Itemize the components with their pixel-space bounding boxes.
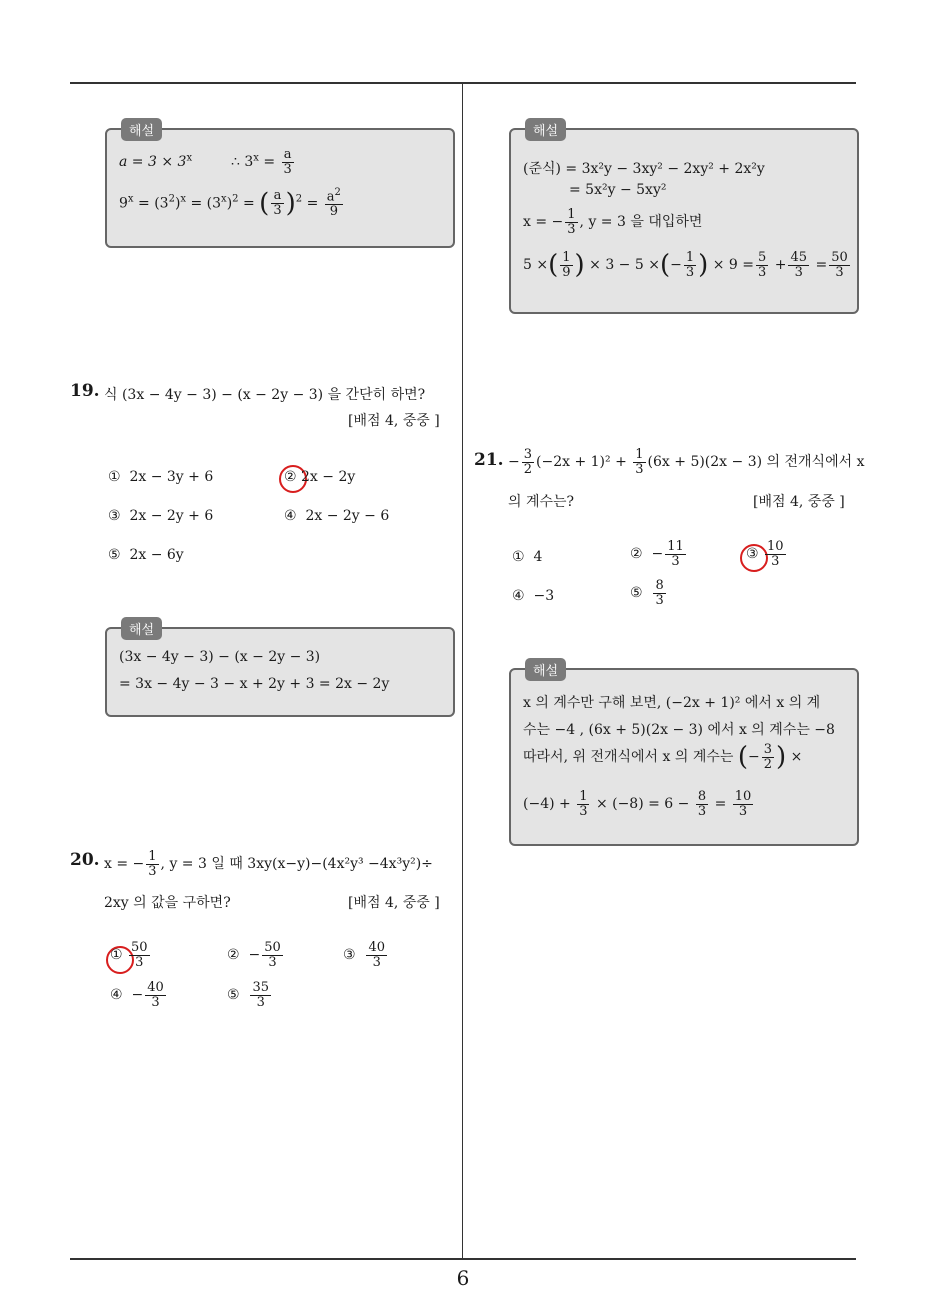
fraction: $\frac{a}{3}$: [283, 147, 292, 177]
option-21-1[interactable]: ① 4: [512, 549, 543, 565]
solution-line: 5 ×( $\frac{1}{9}$ ) × 3 − 5 ×(− $\frac{1}{3}$ ) × 9 = $\frac{5}{3}$ + $\frac{45}{3}$ = $\frac{50}{3}$: [523, 249, 848, 280]
solution-tag: 해설: [525, 118, 566, 141]
option-19-1[interactable]: ① 2x − 3y + 6: [108, 469, 214, 485]
solution-line: x = − $\frac{1}{3}$ , y = 3 을 대입하면: [523, 207, 703, 237]
option-20-5[interactable]: ⑤ $\frac{35}{3}$: [227, 980, 270, 1010]
question-meta-21: [배점 4, 중중 ]: [753, 494, 845, 510]
question-number-21: 21.: [474, 450, 504, 470]
solution-line: (준식) = 3x²y − 3xy² − 2xy² + 2x²y: [523, 161, 765, 177]
solution-line: (3x − 4y − 3) − (x − 2y − 3): [119, 649, 321, 665]
option-19-4[interactable]: ④ 2x − 2y − 6: [284, 508, 390, 524]
solution-box-19: [105, 623, 455, 717]
solution-line: 따라서, 위 전개식에서 x 의 계수는 (− $\frac{3}{2}$ ) ×: [523, 741, 803, 772]
question-number-19: 19.: [70, 381, 100, 401]
question-text-20-cont: 2xy 의 값을 구하면?: [104, 895, 231, 911]
option-21-3[interactable]: ③ $\frac{10}{3}$: [746, 539, 784, 569]
option-21-5[interactable]: ⑤ $\frac{8}{3}$: [630, 578, 664, 608]
question-text-21-cont: 의 계수는?: [508, 494, 575, 510]
question-meta-19: [배점 4, 중중 ]: [348, 413, 440, 429]
option-19-2[interactable]: ② 2x − 2y: [284, 469, 356, 485]
question-text-20: x = − $\frac{1}{3}$ , y = 3 일 때 3xy(x−y)−(4x²y³ −4x³y²)÷: [104, 849, 433, 879]
solution-line: = 5x²y − 5xy²: [569, 182, 667, 198]
solution-line: (−4) + $\frac{1}{3}$ × (−8) = 6 − $\frac{8}{3}$ = $\frac{10}{3}$: [523, 789, 752, 819]
column-divider: [462, 83, 463, 1259]
solution-box-18: [105, 124, 455, 248]
question-text-21: − $\frac{3}{2}$ (−2x + 1)² + $\frac{1}{3}$ (6x + 5)(2x − 3) 의 전개식에서 x: [508, 447, 865, 477]
top-rule: [70, 82, 856, 84]
solution-tag: 해설: [121, 617, 162, 640]
solution-box-20: [509, 124, 859, 314]
page-number: 6: [456, 1266, 470, 1290]
question-number-20: 20.: [70, 850, 100, 870]
solution-line: $9^x = (3^2)^x = (3^x)^2$ = ( $\frac{a}{3}$ )$^2$ = $\frac{a^2}{9}$: [119, 187, 341, 219]
option-21-4[interactable]: ④ −3: [512, 588, 555, 604]
bottom-rule: [70, 1258, 856, 1260]
option-19-5[interactable]: ⑤ 2x − 6y: [108, 547, 184, 563]
question-text-19: 식 (3x − 4y − 3) − (x − 2y − 3) 을 간단히 하면?: [104, 387, 426, 403]
option-20-4[interactable]: ④ − $\frac{40}{3}$: [110, 980, 164, 1010]
solution-tag: 해설: [525, 658, 566, 681]
option-20-1[interactable]: ① $\frac{50}{3}$: [110, 940, 148, 970]
solution-line: = 3x − 4y − 3 − x + 2y + 3 = 2x − 2y: [119, 676, 390, 692]
solution-tag: 해설: [121, 118, 162, 141]
option-20-3[interactable]: ③ $\frac{40}{3}$: [343, 940, 386, 970]
option-19-3[interactable]: ③ 2x − 2y + 6: [108, 508, 214, 524]
option-21-2[interactable]: ② − $\frac{11}{3}$: [630, 539, 684, 569]
solution-line: $a = 3 \times 3^x$ ∴ $3^x$ = $\frac{a}{3}$: [119, 147, 292, 177]
question-meta-20: [배점 4, 중중 ]: [348, 895, 440, 911]
solution-line: 수는 −4 , (6x + 5)(2x − 3) 에서 x 의 계수는 −8: [523, 722, 835, 738]
solution-line: x 의 계수만 구해 보면, (−2x + 1)² 에서 x 의 계: [523, 695, 821, 711]
solution-box-21: [509, 664, 859, 846]
option-20-2[interactable]: ② − $\frac{50}{3}$: [227, 940, 281, 970]
